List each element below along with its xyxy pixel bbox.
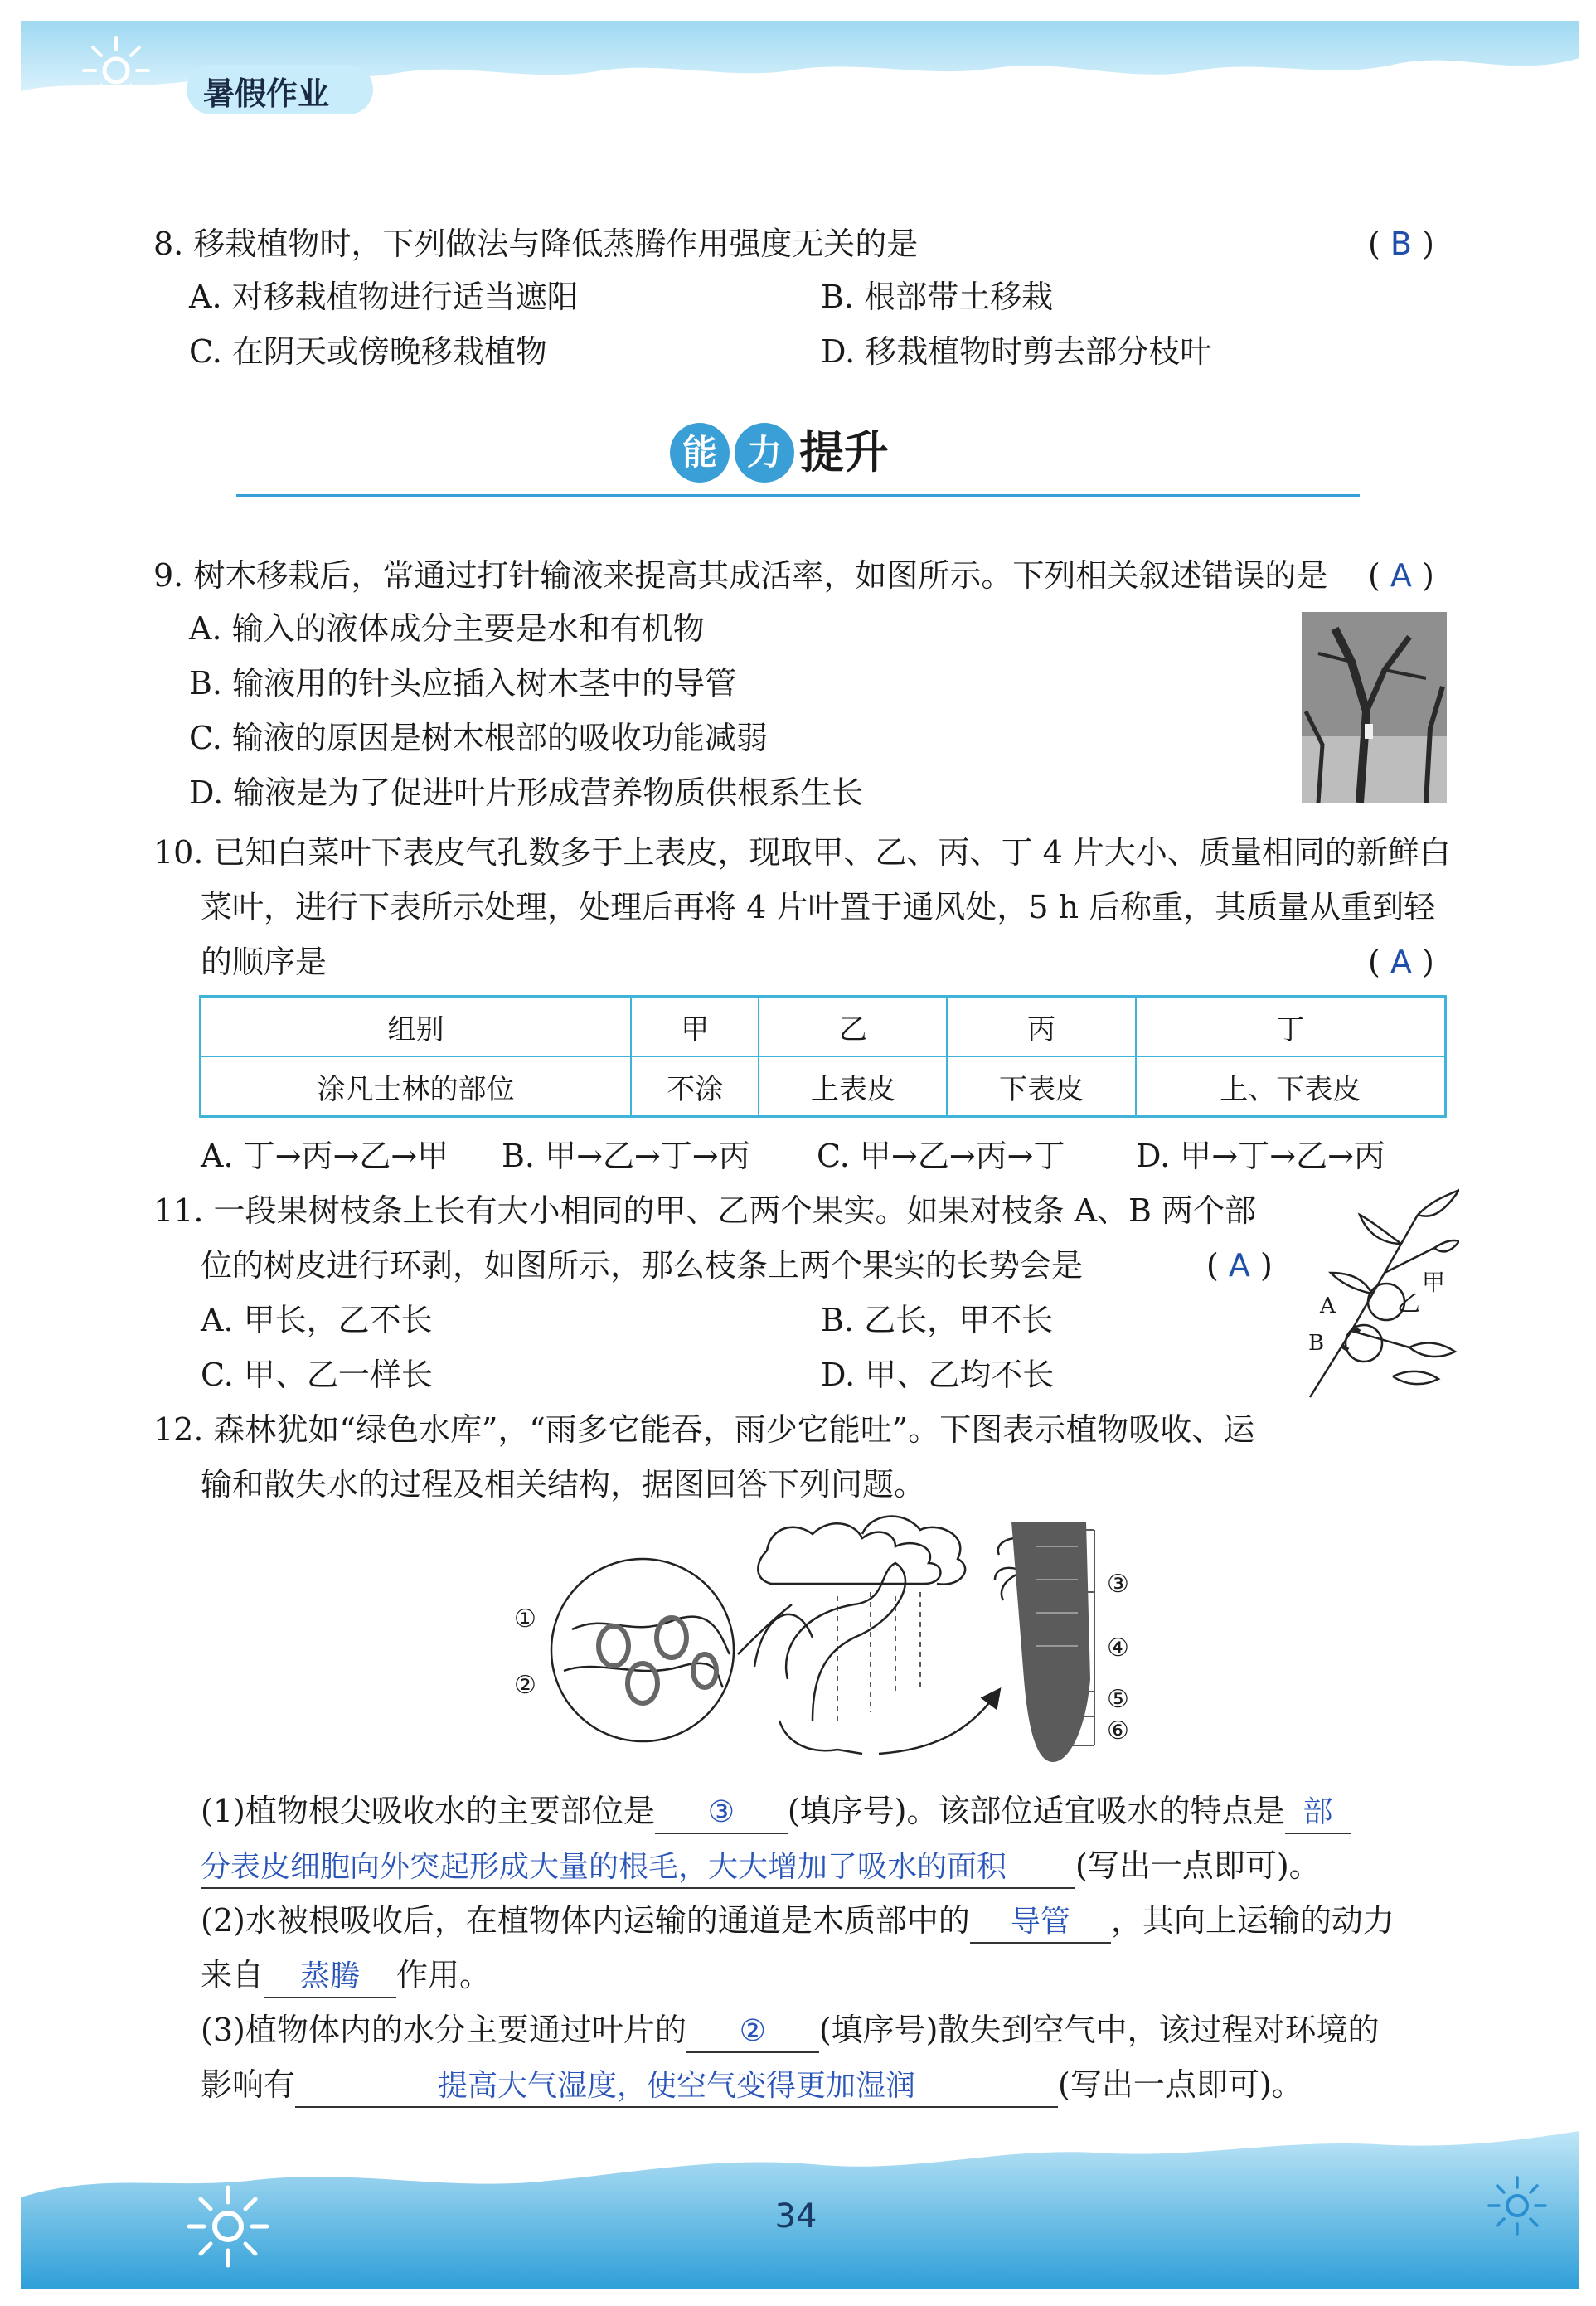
q10-line-1: 10. 已知白菜叶下表皮气孔数多于上表皮，现取甲、乙、丙、丁 4 片大小、质量相同的新鲜白 [153,834,1451,871]
figure-label-1: ① [514,1604,536,1634]
q8-stem: 8. 移栽植物时，下列做法与降低蒸腾作用强度无关的是 [153,226,919,262]
q10-option-a: A. 丁→丙→乙→甲 [201,1138,449,1174]
q11-line-2: 位的树皮进行环剥，如图所示，那么枝条上两个果实的长势会是 [201,1247,1084,1284]
q11-option-a: A. 甲长，乙不长 [201,1302,433,1338]
q12-part1-line1 [201,1791,1351,1834]
q8-option-d: D. 移栽植物时剪去部分枝叶 [821,333,1212,370]
section-title-rest: 提升 [799,426,889,478]
branch-label-jia: 甲 [1422,1269,1446,1296]
table-cell: 甲 [631,997,759,1057]
q12-part1-line2 [201,1846,1321,1889]
q9-option-d: D. 输液是为了促进叶片形成营养物质供根系生长 [189,774,864,811]
q12-p1-blank-2a: 部 [1285,1793,1351,1834]
q11-option-d: D. 甲、乙均不长 [821,1357,1055,1393]
table-cell: 涂凡士林的部位 [201,1056,632,1117]
sun-icon [1484,2172,1550,2239]
section-char-1: 能 [670,423,730,483]
q9-option-a: A. 输入的液体成分主要是水和有机物 [189,610,705,647]
section-divider [236,494,1360,497]
table-cell: 丙 [947,997,1135,1057]
q8-answer: B [1390,226,1412,262]
q12-p3-blank-2: 提高大气湿度，使空气变得更加湿润 [295,2066,1058,2108]
q8-option-a: A. 对移栽植物进行适当遮阳 [189,279,579,315]
water-transport-figure [506,1513,1152,1770]
table-cell: 乙 [759,997,947,1057]
q10-option-c: C. 甲→乙→丙→丁 [817,1138,1065,1174]
q12-part2-line1 [201,1901,1395,1944]
sun-icon [79,33,153,108]
table-cell: 不涂 [631,1056,759,1117]
table-cell: 丁 [1136,997,1446,1057]
q10-option-b: B. 甲→乙→丁→丙 [502,1138,750,1174]
sun-icon [182,2181,274,2272]
q9-option-b: B. 输液用的针头应插入树木茎中的导管 [189,665,737,702]
q11-line-1: 11. 一段果树枝条上长有大小相同的甲、乙两个果实。如果对枝条 A、B 两个部 [153,1192,1257,1229]
tree-infusion-photo [1302,612,1447,803]
q10-answer: A [1390,944,1412,980]
q9-stem: 9. 树木移栽后，常通过打针输液来提高其成活率，如图所示。下列相关叙述错误的是 [153,557,1328,594]
q12-p3-text-a: (3)植物体内的水分主要通过叶片的 [201,2012,686,2048]
q12-part3-line1 [201,2010,1380,2053]
q9-answer-bracket: ( A ) [1368,557,1434,594]
q11-option-b: B. 乙长，甲不长 [821,1302,1054,1338]
q12-p3-blank-1: ② [686,2012,819,2053]
q12-part2-line2 [201,1955,491,1998]
q9-option-c: C. 输液的原因是树木根部的吸收功能减弱 [189,720,768,756]
figure-label-4: ④ [1107,1634,1129,1663]
q11-option-c: C. 甲、乙一样长 [201,1357,433,1393]
q8-answer-bracket: ( B ) [1368,226,1434,262]
q10-option-d: D. 甲→丁→乙→丙 [1136,1138,1385,1174]
q12-p2-text-a: (2)水被根吸收后，在植物体内运输的通道是木质部中的 [201,1902,970,1939]
q10-line-2: 菜叶，进行下表所示处理，处理后再将 4 片叶置于通风处，5 h 后称重，其质量从重到轻 [201,889,1436,925]
q12-p2-blank-1: 导管 [970,1902,1111,1944]
q10-table [199,995,1447,1118]
q12-p3-text-b: (填序号)散失到空气中，该过程对环境的 [818,2012,1380,2048]
figure-label-6: ⑥ [1107,1716,1129,1745]
figure-label-2: ② [514,1671,536,1700]
q12-part3-line2 [201,2065,1303,2108]
q8-option-c: C. 在阴天或傍晚移栽植物 [189,333,547,370]
q12-p2-text-c: 来自 [201,1957,264,1993]
q12-p2-text-b: ，其向上运输的动力 [1110,1902,1395,1939]
q12-p1-blank-2b: 分表皮细胞向外突起形成大量的根毛，大大增加了吸水的面积 [201,1847,1075,1889]
q12-line-2: 输和散失水的过程及相关结构，据图回答下列问题。 [201,1466,926,1503]
table-cell: 组别 [201,997,632,1057]
page-number: 34 [774,2197,817,2236]
q12-p1-text-b: (填序号)。该部位适宜吸水的特点是 [787,1793,1285,1829]
header-badge-text: 暑假作业 [203,75,330,112]
table-cell: 下表皮 [947,1056,1135,1117]
q9-answer: A [1390,557,1412,594]
table-cell: 上表皮 [759,1056,947,1117]
table-cell: 上、下表皮 [1136,1056,1446,1117]
q12-p2-blank-2: 蒸腾 [264,1957,396,1998]
q12-p2-text-d: 作用。 [396,1957,492,1993]
branch-label-a: A [1320,1294,1336,1318]
q12-p3-text-d: (写出一点即可)。 [1058,2066,1303,2103]
branch-label-yi: 乙 [1397,1289,1421,1317]
q12-p1-text-a: (1)植物根尖吸收水的主要部位是 [201,1793,655,1829]
q12-p1-blank-1: ③ [655,1793,788,1834]
q12-p3-text-c: 影响有 [201,2066,296,2103]
section-char-2: 力 [735,423,794,483]
q10-answer-bracket: ( A ) [1368,944,1434,980]
q10-line-3: 的顺序是 [201,944,327,980]
section-title [670,423,889,489]
table-header-row [201,997,1446,1057]
figure-label-5: ⑤ [1107,1685,1129,1714]
table-row [201,1056,1446,1117]
q12-line-1: 12. 森林犹如“绿色水库”，“雨多它能吞，雨少它能吐”。下图表示植物吸收、运 [153,1411,1255,1448]
q8-option-b: B. 根部带土移栽 [821,279,1054,315]
q11-answer: A [1228,1247,1250,1284]
q11-answer-bracket: ( A ) [1206,1247,1273,1284]
figure-label-3: ③ [1107,1570,1129,1599]
q12-p1-text-c: (写出一点即可)。 [1075,1847,1321,1884]
branch-label-b: B [1308,1331,1325,1356]
